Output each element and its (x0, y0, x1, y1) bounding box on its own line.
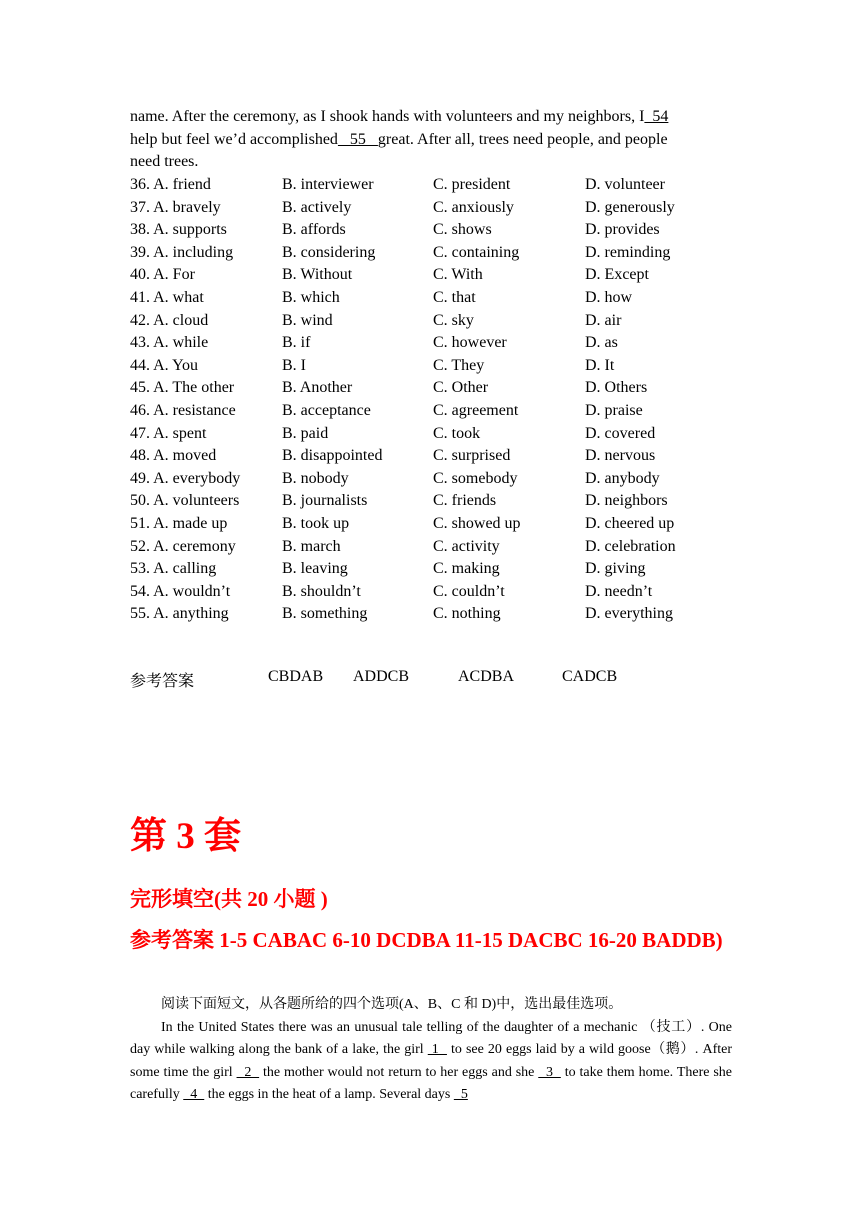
option-a: 50. A. volunteers (130, 492, 240, 510)
option-b: B. interviewer (282, 176, 374, 193)
option-row (130, 423, 732, 446)
option-d: D. volunteer (585, 176, 665, 193)
blank-4: 4 (183, 1087, 205, 1102)
option-row (130, 536, 732, 559)
option-a: 37. A. bravely (130, 198, 221, 216)
option-c: C. took (433, 424, 481, 442)
option-c: C. containing (433, 243, 520, 261)
option-row (130, 287, 732, 310)
option-a: 55. A. anything (130, 605, 229, 623)
option-c: C. showed up (433, 514, 521, 532)
answer-key (130, 668, 732, 690)
option-row (130, 355, 732, 378)
option-c: C. nothing (433, 605, 501, 623)
option-row (130, 197, 732, 220)
option-a: 48. A. moved (130, 447, 217, 465)
answer-group: CBDAB (268, 668, 324, 685)
option-b: B. affords (282, 221, 346, 239)
option-row (130, 490, 732, 513)
option-a: 41. A. what (130, 288, 204, 306)
passage-sentence: the eggs in the heat of a lamp. Several days (204, 1087, 454, 1102)
option-b: B. considering (282, 243, 376, 261)
option-d: D. needn’t (585, 582, 653, 600)
option-row (130, 558, 732, 581)
intro-text: great. After all, trees need people, and people (377, 130, 668, 148)
answer-line: 参考答案 1-5 CABAC 6-10 DCDBA 11-15 DACBC 16-20 BADDB) (130, 928, 723, 952)
intro-line-2 (130, 129, 732, 152)
option-b: B. Another (282, 379, 353, 397)
option-b: B. something (282, 605, 368, 623)
option-b: B. disappointed (282, 447, 383, 465)
option-c: C. sky (433, 311, 474, 329)
option-row (130, 603, 732, 626)
passage (130, 994, 732, 1107)
option-row (130, 377, 732, 400)
option-c: C. agreement (433, 401, 519, 419)
answer-group: ADDCB (353, 668, 410, 685)
option-row (130, 264, 732, 287)
intro-line-3: need trees. (130, 153, 199, 170)
option-row (130, 310, 732, 333)
option-c: C. shows (433, 221, 492, 239)
option-a: 36. A. friend (130, 176, 211, 193)
passage-sentence: to see 20 eggs laid by a wild goose（鹅）. After some time the girl (130, 1042, 732, 1080)
option-d: D. anybody (585, 469, 660, 487)
option-row (130, 468, 732, 491)
option-b: B. which (282, 288, 340, 306)
option-a: 51. A. made up (130, 514, 228, 532)
blank-54: 54 (644, 108, 669, 125)
option-c: C. that (433, 288, 476, 306)
option-b: B. leaving (282, 560, 348, 578)
option-d: D. cheered up (585, 514, 675, 532)
option-b: B. acceptance (282, 401, 371, 419)
option-d: D. everything (585, 605, 673, 623)
option-a: 43. A. while (130, 334, 209, 352)
option-a: 42. A. cloud (130, 311, 209, 329)
passage-sentence: the mother would not return to her eggs and she (259, 1064, 539, 1080)
instruction: 阅读下面短文，从各题所给的四个选项(A、B、C 和 D)中，选出最佳选项。 (161, 997, 623, 1012)
option-c: C. Other (433, 379, 489, 397)
answer-label: 参考答案 (130, 673, 195, 690)
option-c: C. couldn’t (433, 582, 505, 600)
option-a: 39. A. including (130, 243, 234, 261)
options-list (130, 174, 732, 626)
blank-2: 2 (236, 1064, 260, 1080)
option-c: C. president (433, 176, 511, 193)
blank-55: 55 (337, 130, 378, 148)
option-d: D. how (585, 288, 633, 306)
option-b: B. I (282, 356, 306, 374)
set-title: 第 3 套 (130, 816, 241, 857)
option-c: C. They (433, 356, 485, 374)
option-a: 52. A. ceremony (130, 537, 236, 555)
option-c: C. anxiously (433, 198, 514, 216)
option-d: D. neighbors (585, 492, 668, 510)
intro-text: help but feel we’d accomplished (130, 130, 338, 148)
option-row (130, 513, 732, 536)
option-d: D. nervous (585, 447, 656, 465)
option-a: 45. A. The other (130, 379, 235, 397)
option-b: B. march (282, 537, 341, 555)
option-d: D. It (585, 356, 615, 374)
option-row (130, 332, 732, 355)
option-c: C. friends (433, 492, 497, 510)
option-c: C. however (433, 334, 507, 352)
option-a: 54. A. wouldn’t (130, 582, 231, 600)
option-b: B. journalists (282, 492, 368, 510)
option-a: 44. A. You (130, 356, 199, 374)
answer-group: ACDBA (458, 668, 515, 685)
answer-group: CADCB (562, 668, 618, 685)
option-d: D. reminding (585, 243, 671, 261)
blank-3: 3 (538, 1064, 561, 1080)
option-b: B. nobody (282, 469, 349, 487)
option-b: B. Without (282, 266, 353, 284)
option-d: D. air (585, 311, 622, 329)
option-a: 49. A. everybody (130, 469, 241, 487)
option-c: C. activity (433, 537, 500, 555)
option-row (130, 445, 732, 468)
intro-paragraph (130, 106, 732, 174)
option-a: 53. A. calling (130, 560, 217, 578)
blank-1: 1 (427, 1042, 447, 1057)
option-d: D. giving (585, 560, 646, 578)
option-row (130, 581, 732, 604)
option-c: C. making (433, 560, 500, 578)
option-d: D. generously (585, 198, 675, 216)
option-b: B. actively (282, 198, 352, 216)
passage-sentence: to take them home. There she carefully (130, 1064, 733, 1102)
option-row (130, 242, 732, 265)
option-row (130, 174, 732, 197)
option-d: D. covered (585, 424, 656, 442)
option-a: 38. A. supports (130, 221, 227, 239)
option-b: B. paid (282, 424, 329, 442)
option-d: D. Others (585, 379, 648, 397)
option-d: D. as (585, 334, 618, 352)
option-a: 40. A. For (130, 266, 195, 284)
blank-5: 5 (453, 1087, 468, 1102)
option-b: B. took up (282, 514, 350, 532)
section-title: 完形填空(共 20 小题 ) (130, 887, 328, 911)
option-c: C. surprised (433, 447, 511, 465)
option-b: B. wind (282, 311, 333, 329)
option-row (130, 400, 732, 423)
option-row (130, 219, 732, 242)
intro-text: name. After the ceremony, as I shook hands with volunteers and my neighbors, I (130, 108, 645, 125)
passage-text (130, 1017, 732, 1107)
option-c: C. somebody (433, 469, 518, 487)
option-b: B. if (282, 334, 311, 352)
option-a: 47. A. spent (130, 424, 207, 442)
option-c: C. With (433, 266, 483, 284)
option-d: D. celebration (585, 537, 676, 555)
option-d: D. provides (585, 221, 660, 239)
option-b: B. shouldn’t (282, 582, 361, 600)
intro-line-1 (130, 106, 732, 129)
option-d: D. praise (585, 401, 643, 419)
option-d: D. Except (585, 266, 649, 284)
option-a: 46. A. resistance (130, 401, 236, 419)
passage-sentence: In the United States there was an unusual tale telling of the daughter of a mechanic （技工）. One day while walking along the bank of a lake, the girl (130, 1019, 732, 1057)
